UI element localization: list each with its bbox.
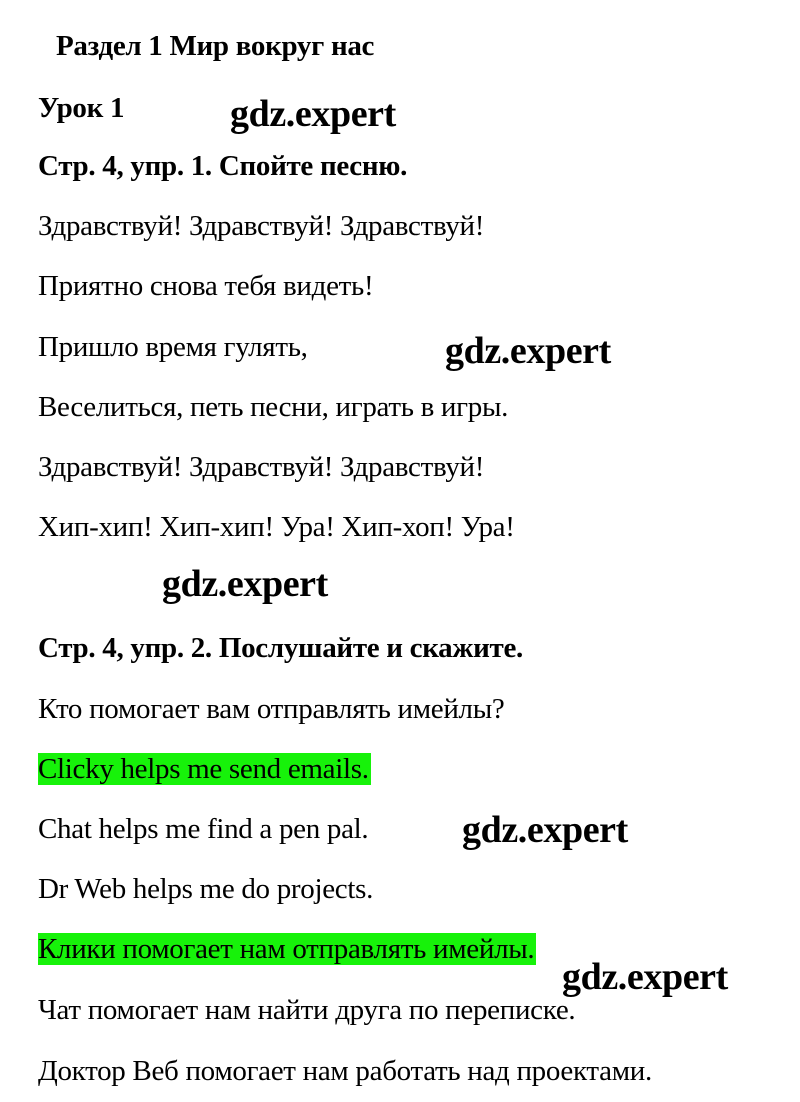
answer-line: Dr Web helps me do projects. (38, 873, 374, 905)
question-line: Кто помогает вам отправлять имейлы? (38, 693, 505, 725)
song-line: Пришло время гулять, (38, 331, 308, 363)
highlight: Клики помогает нам отправлять имейлы. (38, 933, 535, 965)
translation-line-highlighted (38, 931, 536, 967)
watermark: gdz.expert (562, 956, 728, 998)
section-title: Раздел 1 Мир вокруг нас (56, 30, 375, 62)
song-line: Здравствуй! Здравствуй! Здравствуй! (38, 451, 485, 483)
watermark: gdz.expert (445, 330, 611, 372)
exercise-2-heading: Стр. 4, упр. 2. Послушайте и скажите. (38, 632, 523, 664)
watermark: gdz.expert (230, 93, 396, 135)
song-line: Хип-хип! Хип-хип! Ура! Хип-хоп! Ура! (38, 511, 515, 543)
song-line: Веселиться, петь песни, играть в игры. (38, 391, 509, 423)
exercise-1-heading: Стр. 4, упр. 1. Спойте песню. (38, 150, 408, 182)
song-line: Здравствуй! Здравствуй! Здравствуй! (38, 210, 485, 242)
translation-line: Доктор Веб помогает нам работать над проектами. (38, 1055, 652, 1087)
lesson-title: Урок 1 (38, 92, 125, 124)
answer-line: Chat helps me find a pen pal. (38, 813, 369, 845)
answer-line-highlighted (38, 751, 371, 787)
translation-line: Чат помогает нам найти друга по переписке. (38, 994, 576, 1026)
song-line: Приятно снова тебя видеть! (38, 270, 374, 302)
watermark: gdz.expert (462, 809, 628, 851)
watermark: gdz.expert (162, 563, 328, 605)
highlight: Clicky helps me send emails. (38, 753, 369, 785)
